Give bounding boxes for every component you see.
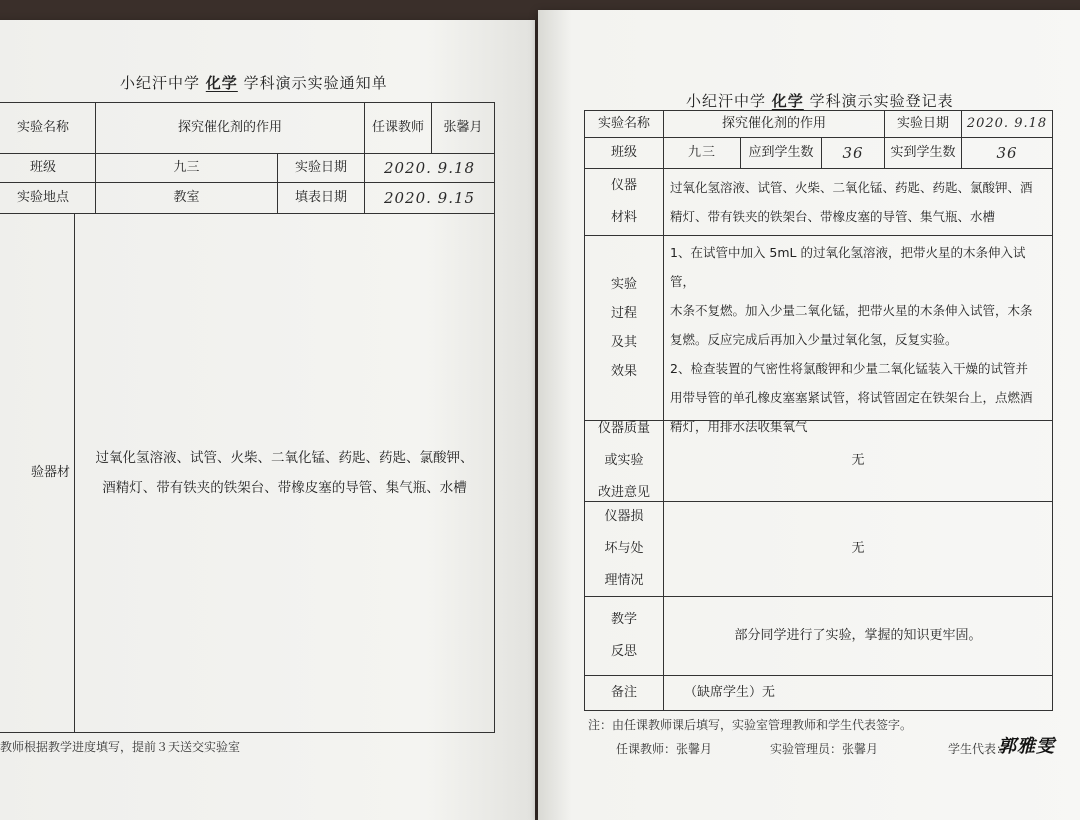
- student-signature: 郭雅雯: [998, 736, 1055, 757]
- subject-name: 化学: [205, 74, 238, 92]
- actual-value: 36: [961, 137, 1053, 169]
- form-type: 学科演示实验通知单: [243, 74, 388, 92]
- subject-name: 化学: [771, 92, 804, 110]
- reflect-label-2: 反思: [610, 644, 637, 659]
- class-label: 班级: [0, 153, 96, 183]
- place-label: 实验地点: [0, 182, 96, 214]
- process-line-2: 木条不复燃。加入少量二氧化锰，把带火星的木条伸入试管，木条: [670, 303, 1033, 318]
- reg-name-value: 探究催化剂的作用: [663, 110, 885, 138]
- instr-label-2: 材料: [610, 210, 637, 225]
- instr-value: [663, 168, 1053, 236]
- quality-label-2: 或实验: [604, 453, 644, 468]
- class-value: 九三: [95, 153, 278, 183]
- reflect-label: [584, 596, 664, 676]
- admin-signature: 实验管理员：张馨月: [770, 742, 879, 756]
- student-signature-label: 学生代表：: [948, 742, 1009, 756]
- register-sheet: [538, 10, 1080, 820]
- place-value: 教室: [95, 182, 278, 214]
- equip-line-1: 过氧化氢溶液、试管、火柴、二氧化锰、药匙、药匙、氯酸钾、: [95, 450, 474, 466]
- quality-label-1: 仪器质量: [597, 421, 650, 436]
- actual-label: 实到学生数: [884, 137, 962, 169]
- equip-line-2: 酒精灯、带有铁夹的铁架台、带橡皮塞的导管、集气瓶、水槽: [102, 480, 467, 496]
- equip-value: [74, 213, 495, 733]
- process-line-6: 精灯，用排水法收集氧气: [670, 419, 808, 434]
- damage-label-3: 理情况: [604, 573, 644, 588]
- teacher-value: 张馨月: [431, 102, 495, 154]
- expected-value: 36: [821, 137, 885, 169]
- exp-date-value: 2020. 9.18: [364, 153, 495, 183]
- reflect-label-1: 教学: [610, 612, 637, 627]
- notice-sheet: [0, 20, 535, 820]
- damage-label: [584, 501, 664, 597]
- process-line-1: 1、在试管中加入 5mL 的过氧化氢溶液，把带火星的木条伸入试管，: [670, 245, 1026, 289]
- quality-label-3: 改进意见: [597, 485, 650, 500]
- instr-line-1: 过氧化氢溶液、试管、火柴、二氧化锰、药匙、药匙、氯酸钾、酒: [670, 180, 1033, 195]
- reg-class-value: 九三: [663, 137, 741, 169]
- reg-date-value: 2020. 9.18: [961, 110, 1053, 138]
- equip-label: 验器材: [0, 213, 75, 733]
- process-label: [584, 235, 664, 421]
- quality-label: [584, 420, 664, 502]
- process-line-4: 2、检查装置的气密性将氯酸钾和少量二氧化锰装入干燥的试管并: [670, 361, 1028, 376]
- school-name: 小纪汗中学: [686, 92, 767, 110]
- reg-name-label: 实验名称: [584, 110, 664, 138]
- reflect-value: 部分同学进行了实验，掌握的知识更牢固。: [663, 596, 1053, 676]
- expected-label: 应到学生数: [740, 137, 822, 169]
- form-type: 学科演示实验登记表: [809, 92, 954, 110]
- instr-label-1: 仪器: [610, 178, 637, 193]
- notice-footer: 教师根据教学进度填写，提前３天送交实验室: [0, 740, 241, 754]
- process-label-2: 过程: [610, 306, 637, 321]
- damage-label-1: 仪器损: [604, 509, 644, 524]
- register-title: [686, 90, 954, 111]
- register-note: 注：由任课教师课后填写，实验室管理教师和学生代表签字。: [588, 718, 913, 732]
- instr-line-2: 精灯、带有铁夹的铁架台、带橡皮塞的导管、集气瓶、水槽: [670, 209, 996, 224]
- damage-value: 无: [663, 501, 1053, 597]
- remark-value: （缺席学生）无: [663, 675, 1053, 711]
- process-label-1: 实验: [610, 277, 637, 292]
- process-label-3: 及其: [610, 335, 637, 350]
- fill-date-label: 填表日期: [277, 182, 365, 214]
- name-label: 实验名称: [0, 102, 96, 154]
- damage-label-2: 坏与处: [604, 541, 644, 556]
- process-line-5: 用带导管的单孔橡皮塞塞紧试管，将试管固定在铁架台上，点燃酒: [670, 390, 1033, 405]
- name-value: 探究催化剂的作用: [95, 102, 365, 154]
- school-name: 小纪汗中学: [120, 74, 201, 92]
- reg-date-label: 实验日期: [884, 110, 962, 138]
- process-line-3: 复燃。反应完成后再加入少量过氧化氢，反复实验。: [670, 332, 958, 347]
- process-label-4: 效果: [610, 364, 637, 379]
- fill-date-value: 2020. 9.15: [364, 182, 495, 214]
- quality-value: 无: [663, 420, 1053, 502]
- instr-label: [584, 168, 664, 236]
- process-value: [663, 235, 1053, 434]
- teacher-label: 任课教师: [364, 102, 432, 154]
- notice-title: [120, 72, 388, 93]
- teacher-signature: 任课教师：张馨月: [616, 742, 713, 756]
- remark-label: 备注: [584, 675, 664, 711]
- reg-class-label: 班级: [584, 137, 664, 169]
- exp-date-label: 实验日期: [277, 153, 365, 183]
